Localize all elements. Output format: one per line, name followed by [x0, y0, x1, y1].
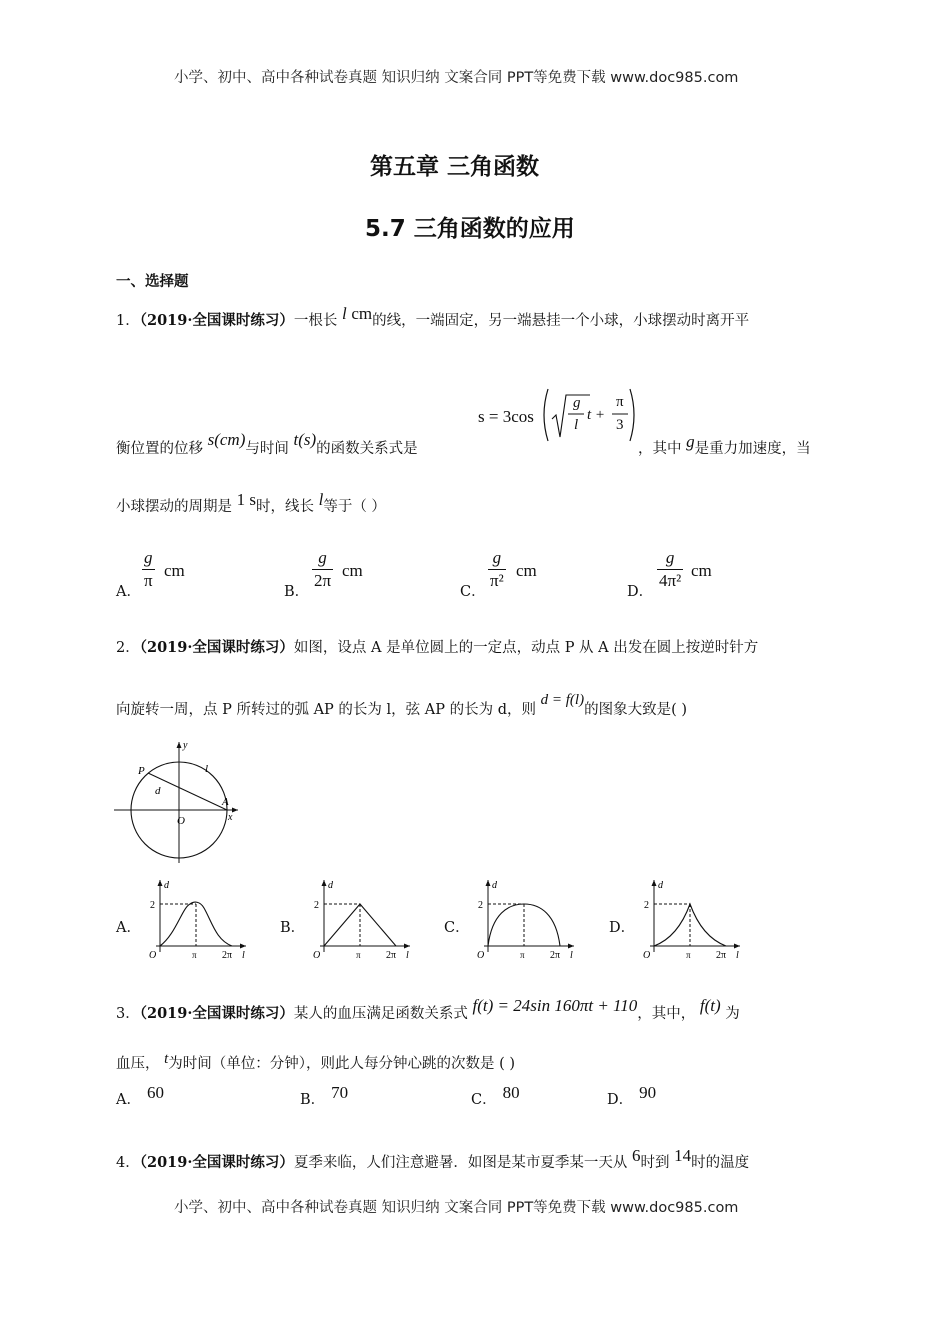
q1-option-a-unit: cm [164, 561, 185, 580]
q2-line2 [116, 692, 688, 719]
q4-line1 [116, 1146, 750, 1172]
fig-label-d: d [155, 785, 161, 797]
page-footer: 小学、初中、高中各种试卷真题 知识归纳 文案合同 PPT等免费下载 www.doc985.com [174, 1200, 739, 1216]
q2-option-b[interactable]: B． [280, 920, 306, 936]
svg-text:d: d [328, 880, 333, 891]
svg-text:2π: 2π [716, 950, 727, 961]
svg-text:O: O [477, 950, 485, 961]
fig-label-O: O [177, 815, 185, 827]
part-heading: 一、选择题 [116, 274, 189, 290]
q1-option-c-unit: cm [516, 561, 537, 580]
q3-option-b[interactable]: B． 70 [300, 1083, 349, 1108]
q2-option-a[interactable]: A． [116, 920, 141, 936]
q2-graph-d[interactable] [640, 874, 750, 962]
q2-graph-b[interactable] [310, 874, 420, 962]
q1-option-b-frac: g 2π [314, 548, 332, 590]
q3-ft: f(t) [699, 996, 721, 1015]
q1-line2-right [638, 432, 811, 458]
q2-option-d[interactable]: D． [609, 920, 636, 936]
q3-text-a: 某人的血压满足函数关系式 [293, 1006, 468, 1022]
q4-source: （2019·全国课时练习） [139, 1154, 294, 1171]
q1-option-d-frac: g 4π² [659, 548, 682, 590]
q1-option-c-label: C． [460, 584, 486, 600]
q4-text-c: 时的温度 [691, 1155, 750, 1171]
q1-text: 一根长 [293, 313, 338, 329]
svg-text:2π: 2π [550, 950, 561, 961]
q1-text-j: 等于（ ） [323, 499, 386, 515]
q1-option-a-label: A． [116, 584, 141, 600]
q1-source: （2019·全国课时练习） [139, 312, 294, 329]
q2-unit-circle-figure [110, 738, 245, 863]
q1-text-i: 时，线长 [255, 499, 314, 515]
q1-option-c[interactable] [460, 548, 620, 598]
q2-number: 2． [116, 640, 140, 656]
q1-formula-lhs: s = 3cos [478, 407, 534, 426]
svg-text:l: l [406, 950, 409, 961]
q1-option-b-unit: cm [342, 561, 363, 580]
q1-text-e: 的函数关系式是 [316, 441, 418, 457]
q1-text-b: 的线，一端固定，另一端悬挂一个小球，小球摆动时离开平 [372, 313, 750, 329]
svg-text:l: l [736, 950, 739, 961]
q1-line1 [116, 304, 750, 330]
svg-text:2π: 2π [386, 950, 397, 961]
q3-text-d: 血压， [116, 1056, 160, 1072]
q1-formula-3: 3 [616, 417, 624, 433]
q2-formula: d = f(l) [540, 692, 585, 708]
fig-label-A: A [222, 796, 229, 808]
q1-formula-pi: π [616, 394, 624, 410]
q1-formula-g: g [573, 395, 581, 411]
q4-text-a: 夏季来临，人们注意避暑．如图是某市夏季某一天从 [293, 1155, 628, 1171]
q3-source: （2019·全国课时练习） [139, 1005, 294, 1022]
q1-unit-cm: cm [351, 304, 373, 323]
q2-source: （2019·全国课时练习） [139, 639, 294, 656]
q2-text-c: 的图象大致是( ) [584, 702, 688, 718]
chapter-title: 第五章 三角函数 [370, 154, 540, 180]
q3-text-c: 为 [725, 1006, 740, 1022]
q1-option-a-frac: g π [144, 548, 153, 590]
q1-formula [478, 385, 638, 445]
svg-text:2: 2 [478, 900, 483, 911]
q1-g: g [686, 432, 695, 451]
svg-text:O: O [643, 950, 651, 961]
q2-option-c[interactable]: C． [444, 920, 470, 936]
svg-text:d: d [492, 880, 497, 891]
q2-line1 [116, 636, 758, 657]
q1-s-cm: s(cm) [207, 430, 246, 449]
q1-line2-left [116, 430, 418, 458]
q1-var-l: l [342, 304, 347, 323]
svg-text:π: π [520, 950, 525, 960]
q2-graph-a[interactable] [146, 874, 256, 962]
q1-line3 [116, 490, 386, 516]
q1-option-b-label: B． [284, 584, 310, 600]
q1-option-d-unit: cm [691, 561, 712, 580]
q1-text-g: 是重力加速度，当 [694, 441, 811, 457]
section-title: 5.7 三角函数的应用 [365, 216, 575, 242]
svg-text:2π: 2π [222, 950, 233, 961]
page-header: 小学、初中、高中各种试卷真题 知识归纳 文案合同 PPT等免费下载 www.doc985.com [174, 70, 739, 86]
q3-text-b: ，其中， [637, 1006, 696, 1022]
q1-option-d[interactable] [627, 548, 787, 598]
q1-option-c-frac: g π² [490, 548, 504, 590]
svg-text:O: O [313, 950, 321, 961]
q3-option-c[interactable]: C． 80 [471, 1083, 520, 1108]
q3-line2 [116, 1052, 515, 1073]
q1-formula-t: t + [587, 407, 606, 423]
svg-text:π: π [686, 950, 691, 960]
q3-t: t [164, 1051, 169, 1067]
svg-text:l: l [570, 950, 573, 961]
q3-formula: f(t) = 24sin 160πt + 110 [472, 996, 638, 1015]
q2-text-a: 如图，设点 A 是单位圆上的一定点，动点 P 从 A 出发在圆上按逆时针方 [293, 640, 759, 656]
q1-formula-l: l [574, 417, 579, 433]
svg-text:d: d [658, 880, 663, 891]
svg-text:2: 2 [150, 900, 155, 911]
q1-var-l2: l [318, 490, 324, 509]
svg-text:d: d [164, 880, 169, 891]
q1-text-d: 与时间 [245, 441, 289, 457]
q3-option-d[interactable]: D． 90 [607, 1083, 657, 1108]
q4-fourteen: 14 [674, 1146, 692, 1165]
svg-text:π: π [356, 950, 361, 960]
q1-period: 1 s [236, 490, 256, 509]
svg-text:2: 2 [314, 900, 319, 911]
fig-label-x: x [228, 812, 233, 823]
q4-number: 4． [116, 1155, 140, 1171]
q1-number: 1． [116, 313, 140, 329]
q3-text-e: 为时间（单位：分钟），则此人每分钟心跳的次数是 ( ) [168, 1056, 516, 1072]
svg-text:2: 2 [644, 900, 649, 911]
q1-t-s: t(s) [293, 430, 317, 449]
q3-line1 [116, 996, 740, 1023]
q3-option-a[interactable]: A． 60 [116, 1083, 164, 1108]
svg-text:l: l [242, 950, 245, 961]
q1-option-a[interactable] [116, 548, 276, 598]
q3-number: 3． [116, 1006, 140, 1022]
fig-label-l: l [205, 763, 209, 775]
q2-graph-c[interactable] [474, 874, 584, 962]
fig-label-y: y [183, 740, 188, 751]
svg-text:π: π [192, 950, 197, 960]
q4-six: 6 [632, 1146, 641, 1165]
q1-text-f: ，其中 [638, 441, 682, 457]
fig-label-P: P [138, 765, 145, 777]
q4-text-b: 时到 [640, 1155, 670, 1171]
q1-text-c: 衡位置的位移 [116, 441, 203, 457]
q1-option-d-label: D． [627, 584, 654, 600]
q1-option-b[interactable] [284, 548, 444, 598]
q1-text-h: 小球摆动的周期是 [116, 499, 232, 515]
q2-text-b: 向旋转一周，点 P 所转过的弧 AP 的长为 l，弦 AP 的长为 d，则 [116, 702, 537, 718]
svg-text:O: O [149, 950, 157, 961]
